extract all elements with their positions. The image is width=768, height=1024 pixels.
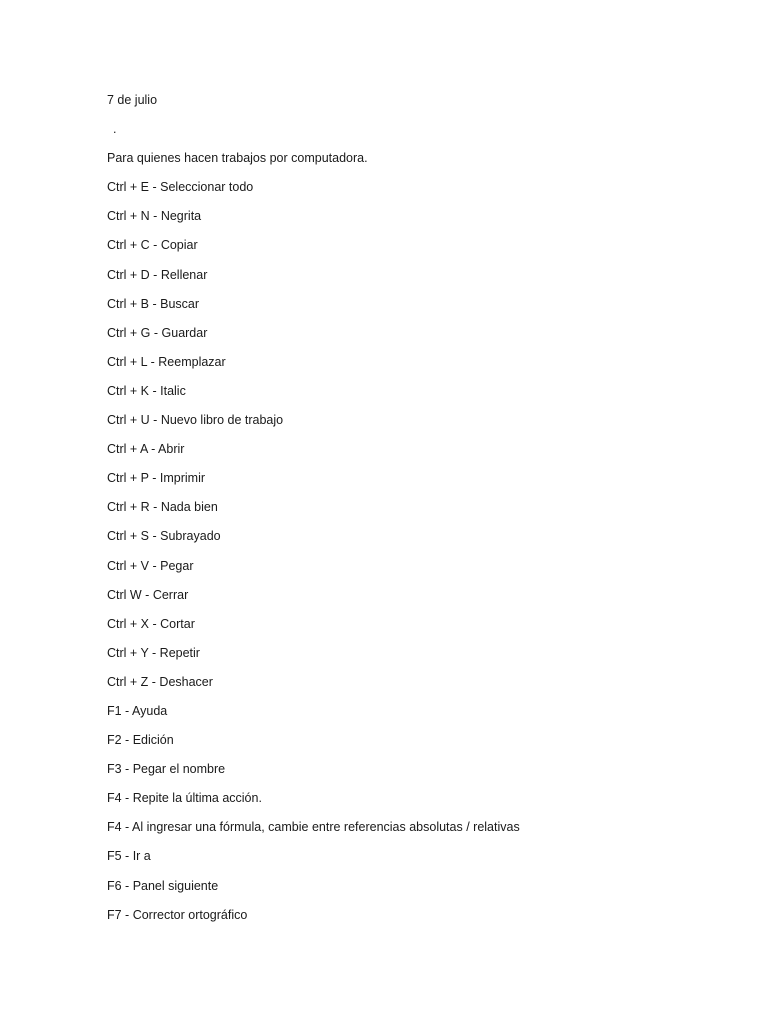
shortcut-line: F6 - Panel siguiente: [107, 878, 219, 893]
shortcut-line: Ctrl + B - Buscar: [107, 296, 200, 311]
shortcut-line: Ctrl + S - Subrayado: [107, 529, 221, 544]
shortcut-line: Ctrl + R - Nada bien: [107, 500, 218, 515]
shortcut-line: Ctrl + V - Pegar: [107, 558, 194, 573]
shortcut-line: Ctrl + K - Italic: [107, 383, 186, 398]
shortcut-line: F7 - Corrector ortográfico: [107, 907, 248, 922]
shortcut-line: Ctrl W - Cerrar: [107, 587, 189, 602]
shortcut-line: Ctrl + U - Nuevo libro de trabajo: [107, 413, 284, 428]
shortcut-line: Ctrl + E - Seleccionar todo: [107, 180, 254, 195]
document-intro: Para quienes hacen trabajos por computadora.: [107, 151, 368, 166]
shortcut-line: Ctrl + X - Cortar: [107, 616, 195, 631]
shortcut-line: F3 - Pegar el nombre: [107, 762, 226, 777]
document-dot: .: [113, 122, 117, 137]
shortcut-line: Ctrl + P - Imprimir: [107, 471, 206, 486]
document-date: 7 de julio: [107, 93, 158, 107]
shortcut-line: F2 - Edición: [107, 733, 174, 748]
shortcut-line: Ctrl + G - Guardar: [107, 325, 208, 340]
shortcut-line: Ctrl + C - Copiar: [107, 238, 198, 253]
shortcut-line: F4 - Al ingresar una fórmula, cambie entre referencias absolutas / relativas: [107, 820, 520, 835]
shortcut-line: Ctrl + Y - Repetir: [107, 645, 200, 660]
document-body: [107, 90, 707, 934]
shortcut-line: Ctrl + L - Reemplazar: [107, 354, 226, 369]
shortcut-line: F4 - Repite la última acción.: [107, 791, 262, 806]
shortcut-line: Ctrl + A - Abrir: [107, 442, 185, 457]
shortcut-line: F5 - Ir a: [107, 849, 151, 864]
shortcut-line: Ctrl + D - Rellenar: [107, 267, 208, 282]
shortcut-line: Ctrl + N - Negrita: [107, 209, 202, 224]
shortcut-line: Ctrl + Z - Deshacer: [107, 674, 213, 689]
shortcut-line: F1 - Ayuda: [107, 703, 168, 718]
shortcut-list: [107, 177, 707, 924]
